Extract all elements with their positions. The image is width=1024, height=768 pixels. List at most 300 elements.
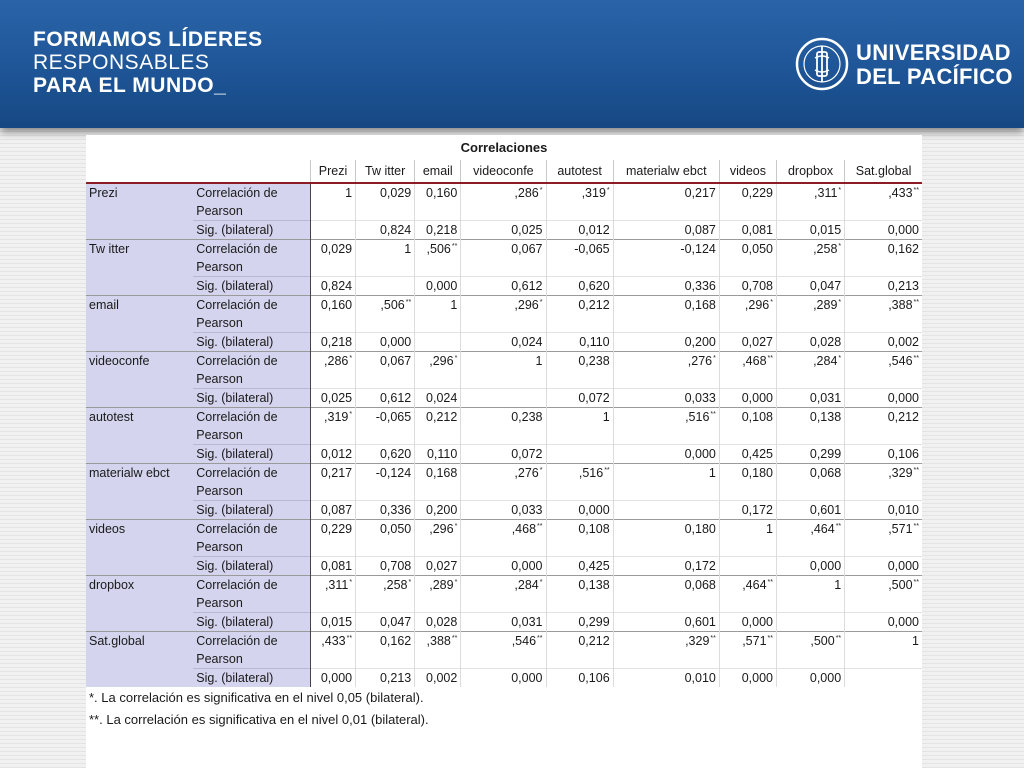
significance-marker: ** (913, 523, 919, 530)
correlation-value (356, 183, 415, 221)
correlation-value (546, 352, 613, 389)
correlation-number: 0,180 (684, 522, 716, 536)
row-variable-label: autotest (86, 408, 193, 464)
correlation-number: ,464 (742, 578, 767, 592)
correlation-number: 0,212 (578, 634, 610, 648)
significance-marker: * (606, 187, 610, 194)
significance-value: 0,708 (356, 557, 415, 576)
significance-value (356, 277, 415, 296)
row-variable-label: email (86, 296, 193, 352)
row-variable-label: Tw itter (86, 240, 193, 296)
correlation-number: 0,067 (511, 242, 543, 256)
correlation-number: ,433 (888, 186, 913, 200)
stat-label-significance: Sig. (bilateral) (193, 389, 310, 408)
significance-value: 0,024 (461, 333, 546, 352)
correlation-number: ,388 (426, 634, 451, 648)
correlation-value (719, 240, 776, 277)
correlation-number: ,546 (511, 634, 537, 648)
significance-marker: * (838, 355, 842, 362)
significance-marker: ** (767, 579, 773, 586)
correlation-value (613, 576, 719, 613)
stat-label-correlation: Correlación de Pearson (193, 240, 310, 277)
correlation-value (461, 296, 546, 333)
footnote: **. La correlación es significativa en el nivel 0,01 (bilateral). (89, 712, 429, 727)
correlation-number: ,516 (685, 410, 710, 424)
significance-value: 0,027 (415, 557, 461, 576)
correlation-value (613, 520, 719, 557)
significance-value: 0,025 (311, 389, 356, 408)
correlation-value (311, 240, 356, 277)
correlation-value (777, 408, 845, 445)
logo-line-2: DEL PACÍFICO (856, 64, 1013, 89)
correlation-number: 1 (535, 354, 543, 368)
footnote: *. La correlación es significativa en el nivel 0,05 (bilateral). (89, 690, 424, 705)
correlation-value (415, 464, 461, 501)
correlation-number: 0,029 (320, 242, 353, 256)
footnote-row (86, 709, 922, 731)
correlation-number: 1 (766, 522, 773, 536)
significance-value (613, 501, 719, 520)
column-header: materialw ebct (613, 160, 719, 183)
correlation-number: ,464 (810, 522, 835, 536)
correlation-number: ,571 (742, 634, 767, 648)
correlation-value (546, 240, 613, 277)
correlation-value (777, 632, 845, 669)
significance-value: 0,824 (356, 221, 415, 240)
column-header: videoconfe (461, 160, 546, 183)
significance-value: 0,081 (719, 221, 776, 240)
significance-value: 0,000 (845, 389, 922, 408)
header-banner (0, 0, 1024, 128)
row-variable-label: videos (86, 520, 193, 576)
significance-value: 0,106 (845, 445, 922, 464)
stat-label-significance: Sig. (bilateral) (193, 557, 310, 576)
significance-value: 0,000 (415, 277, 461, 296)
significance-value: 0,000 (845, 221, 922, 240)
table-row (86, 464, 922, 501)
correlation-number: 0,068 (809, 466, 842, 480)
significance-value (777, 613, 845, 632)
correlation-value (613, 464, 719, 501)
significance-value: 0,012 (546, 221, 613, 240)
slogan-line-1: FORMAMOS LÍDERES (33, 28, 263, 51)
correlation-number: ,286 (514, 186, 539, 200)
correlation-value (845, 576, 922, 613)
significance-value: 0,000 (461, 669, 546, 688)
table-row (86, 277, 922, 296)
stat-label-correlation: Correlación de Pearson (193, 183, 310, 221)
university-seal-icon (795, 30, 849, 98)
significance-value: 0,027 (719, 333, 776, 352)
correlation-value (546, 464, 613, 501)
correlation-number: 1 (912, 634, 919, 648)
significance-value: 0,213 (845, 277, 922, 296)
correlation-number: ,289 (813, 298, 838, 312)
correlation-value (546, 183, 613, 221)
table-row (86, 576, 922, 613)
correlation-value (461, 352, 546, 389)
correlation-number: 0,162 (887, 242, 919, 256)
correlation-value (845, 352, 922, 389)
correlation-number: ,284 (813, 354, 838, 368)
correlation-value (546, 576, 613, 613)
significance-marker: ** (405, 299, 412, 306)
correlation-number: 0,238 (578, 354, 610, 368)
correlation-value (546, 408, 613, 445)
significance-marker: * (408, 579, 412, 586)
stat-label-correlation: Correlación de Pearson (193, 408, 310, 445)
significance-marker: * (770, 299, 773, 306)
correlation-number: 0,160 (426, 186, 458, 200)
significance-value: 0,031 (461, 613, 546, 632)
stat-label-significance: Sig. (bilateral) (193, 221, 310, 240)
correlation-number: ,296 (429, 354, 454, 368)
correlation-value (311, 183, 356, 221)
correlation-number: 0,068 (684, 578, 716, 592)
correlation-number: 0,029 (379, 186, 412, 200)
table-row (86, 408, 922, 445)
column-header: videos (719, 160, 776, 183)
correlation-number: 1 (602, 410, 610, 424)
significance-value: 0,425 (546, 557, 613, 576)
significance-marker: ** (767, 355, 773, 362)
significance-marker: ** (913, 579, 919, 586)
table-row (86, 221, 922, 240)
significance-value: 0,081 (311, 557, 356, 576)
significance-marker: * (838, 187, 842, 194)
significance-value: 0,620 (546, 277, 613, 296)
significance-value: 0,000 (546, 501, 613, 520)
significance-value: 0,000 (845, 557, 922, 576)
stat-label-significance: Sig. (bilateral) (193, 277, 310, 296)
correlation-number: 1 (834, 578, 842, 592)
correlation-number: ,296 (744, 298, 770, 312)
correlation-value (461, 408, 546, 445)
significance-value (415, 333, 461, 352)
correlation-number: 0,238 (511, 410, 543, 424)
correlation-value (356, 632, 415, 669)
correlation-value (719, 576, 776, 613)
significance-marker: ** (913, 187, 919, 194)
stat-label-correlation: Correlación de Pearson (193, 576, 310, 613)
correlation-value (845, 632, 922, 669)
significance-marker: * (349, 355, 353, 362)
significance-marker: * (539, 467, 543, 474)
correlation-number: ,276 (687, 354, 713, 368)
correlation-value (311, 408, 356, 445)
significance-value: 0,028 (415, 613, 461, 632)
stat-label-significance: Sig. (bilateral) (193, 613, 310, 632)
significance-value: 0,213 (356, 669, 415, 688)
correlation-value (356, 576, 415, 613)
correlation-value (311, 632, 356, 669)
significance-value: 0,072 (546, 389, 613, 408)
row-variable-label: dropbox (86, 576, 193, 632)
significance-value: 0,336 (613, 277, 719, 296)
correlation-number: ,506 (380, 298, 405, 312)
correlation-value (311, 576, 356, 613)
significance-value: 0,218 (311, 333, 356, 352)
correlation-value (613, 352, 719, 389)
table-row (86, 520, 922, 557)
significance-value: 0,015 (777, 221, 845, 240)
table-row (86, 669, 922, 688)
significance-marker: ** (451, 243, 458, 250)
significance-value: 0,106 (546, 669, 613, 688)
correlation-value (546, 520, 613, 557)
significance-value: 0,000 (777, 557, 845, 576)
stat-label-significance: Sig. (bilateral) (193, 445, 310, 464)
correlation-number: ,500 (810, 634, 835, 648)
correlation-value (311, 296, 356, 333)
table-row (86, 632, 922, 669)
correlation-number: ,296 (514, 298, 539, 312)
column-header: Prezi (311, 160, 356, 183)
significance-value: 0,110 (415, 445, 461, 464)
correlation-value (777, 296, 845, 333)
row-variable-label: videoconfe (86, 352, 193, 408)
correlation-value (546, 632, 613, 669)
significance-value: 0,002 (415, 669, 461, 688)
correlation-value (461, 632, 546, 669)
correlation-value (777, 520, 845, 557)
slogan-line-2: RESPONSABLES (33, 51, 210, 74)
significance-marker: ** (451, 635, 458, 642)
significance-value: 0,000 (719, 613, 776, 632)
correlation-value (461, 464, 546, 501)
footnote-row (86, 687, 922, 709)
stat-label-correlation: Correlación de Pearson (193, 520, 310, 557)
significance-value: 0,028 (777, 333, 845, 352)
correlation-number: 0,168 (426, 466, 458, 480)
correlation-number: ,311 (324, 578, 349, 592)
stat-label-correlation: Correlación de Pearson (193, 464, 310, 501)
correlation-value (777, 352, 845, 389)
significance-value: 0,072 (461, 445, 546, 464)
correlation-value (311, 520, 356, 557)
correlation-value (356, 520, 415, 557)
significance-marker: * (454, 523, 458, 530)
correlation-number: 0,168 (684, 298, 716, 312)
correlation-value (845, 464, 922, 501)
correlation-number: 0,050 (379, 522, 412, 536)
correlation-value (719, 632, 776, 669)
significance-value: 0,601 (777, 501, 845, 520)
significance-value: 0,000 (719, 669, 776, 688)
correlation-number: ,258 (383, 578, 408, 592)
significance-value: 0,000 (777, 669, 845, 688)
significance-marker: * (349, 411, 353, 418)
correlation-number: ,468 (742, 354, 767, 368)
correlation-value (613, 296, 719, 333)
correlation-number: ,388 (888, 298, 913, 312)
significance-value: 0,047 (777, 277, 845, 296)
significance-marker: ** (604, 467, 610, 474)
correlation-number: 1 (450, 298, 458, 312)
significance-marker: ** (835, 635, 842, 642)
correlation-value (845, 408, 922, 445)
significance-marker: * (713, 355, 716, 362)
correlation-value (415, 183, 461, 221)
significance-value: 0,299 (777, 445, 845, 464)
significance-value: 0,172 (719, 501, 776, 520)
table-row (86, 501, 922, 520)
stat-label-significance: Sig. (bilateral) (193, 669, 310, 688)
significance-value: 0,010 (845, 501, 922, 520)
correlation-number: ,433 (321, 634, 346, 648)
column-header: Tw itter (356, 160, 415, 183)
correlation-value (719, 183, 776, 221)
correlation-value (613, 632, 719, 669)
significance-marker: ** (767, 635, 773, 642)
slogan-line-3: PARA EL MUNDO_ (33, 74, 227, 97)
significance-value: 0,047 (356, 613, 415, 632)
table-row (86, 445, 922, 464)
significance-value: 0,002 (845, 333, 922, 352)
correlation-number: -0,065 (375, 410, 412, 424)
correlation-number: 0,212 (578, 298, 610, 312)
correlation-number: 0,162 (379, 634, 412, 648)
correlation-value (777, 240, 845, 277)
significance-value: 0,200 (415, 501, 461, 520)
significance-value: 0,824 (311, 277, 356, 296)
correlation-number: 0,138 (809, 410, 842, 424)
header-spacer (86, 160, 311, 183)
stat-label-correlation: Correlación de Pearson (193, 296, 310, 333)
correlation-value (415, 520, 461, 557)
significance-value: 0,172 (613, 557, 719, 576)
correlation-number: ,296 (429, 522, 454, 536)
correlation-number: ,319 (324, 410, 349, 424)
correlation-number: ,506 (426, 242, 451, 256)
correlation-value (777, 183, 845, 221)
significance-value: 0,025 (461, 221, 546, 240)
correlation-number: ,571 (888, 522, 913, 536)
correlation-value (719, 352, 776, 389)
correlation-number: 0,050 (741, 242, 773, 256)
significance-marker: ** (710, 411, 716, 418)
significance-value: 0,000 (719, 389, 776, 408)
significance-value: 0,087 (311, 501, 356, 520)
correlation-number: -0,124 (680, 242, 716, 256)
significance-marker: ** (913, 355, 919, 362)
significance-marker: ** (537, 635, 543, 642)
correlation-number: 0,229 (320, 522, 353, 536)
correlation-number: -0,065 (574, 242, 610, 256)
correlation-value (356, 296, 415, 333)
correlation-number: 0,108 (578, 522, 610, 536)
significance-value: 0,000 (311, 669, 356, 688)
correlation-value (461, 183, 546, 221)
correlation-value (415, 296, 461, 333)
correlation-value (415, 408, 461, 445)
correlation-number: ,286 (324, 354, 349, 368)
significance-value: 0,000 (845, 613, 922, 632)
correlation-number: 0,108 (741, 410, 773, 424)
correlation-value (613, 240, 719, 277)
correlation-number: ,546 (888, 354, 913, 368)
significance-marker: * (349, 579, 353, 586)
significance-value (719, 557, 776, 576)
significance-marker: ** (537, 523, 543, 530)
significance-value: 0,024 (415, 389, 461, 408)
stat-label-significance: Sig. (bilateral) (193, 501, 310, 520)
correlation-table (86, 135, 922, 731)
correlation-value (415, 352, 461, 389)
significance-marker: ** (913, 467, 919, 474)
correlation-number: 0,180 (741, 466, 773, 480)
correlation-value (461, 520, 546, 557)
correlation-number: 0,138 (578, 578, 610, 592)
correlation-value (845, 296, 922, 333)
correlation-number: 0,212 (426, 410, 458, 424)
correlation-value (356, 240, 415, 277)
table-row (86, 333, 922, 352)
correlation-value (719, 464, 776, 501)
correlation-number: -0,124 (375, 466, 412, 480)
significance-value: 0,000 (613, 445, 719, 464)
correlation-number: ,468 (511, 522, 537, 536)
table-row (86, 352, 922, 389)
significance-value (546, 445, 613, 464)
correlation-value (311, 464, 356, 501)
logo-line-1: UNIVERSIDAD (856, 40, 1011, 65)
correlation-number: ,284 (514, 578, 539, 592)
correlation-number: 0,217 (320, 466, 353, 480)
significance-value: 0,015 (311, 613, 356, 632)
correlation-number: ,258 (813, 242, 838, 256)
significance-value: 0,218 (415, 221, 461, 240)
significance-value: 0,612 (461, 277, 546, 296)
significance-value: 0,601 (613, 613, 719, 632)
table-title: Correlaciones (460, 140, 548, 155)
significance-marker: * (454, 579, 458, 586)
column-header: email (415, 160, 461, 183)
correlation-number: 0,160 (320, 298, 353, 312)
correlation-value (613, 408, 719, 445)
significance-marker: * (539, 187, 543, 194)
correlation-value (719, 408, 776, 445)
correlation-number: 0,067 (379, 354, 412, 368)
correlation-table-panel (86, 135, 922, 768)
significance-marker: * (838, 243, 842, 250)
significance-value: 0,200 (613, 333, 719, 352)
correlation-number: 0,229 (741, 186, 773, 200)
significance-value: 0,299 (546, 613, 613, 632)
correlation-number: ,289 (429, 578, 454, 592)
significance-value: 0,031 (777, 389, 845, 408)
row-variable-label: Sat.global (86, 632, 193, 688)
significance-value: 0,087 (613, 221, 719, 240)
significance-value (845, 669, 922, 688)
correlation-number: ,329 (685, 634, 710, 648)
significance-value: 0,033 (613, 389, 719, 408)
correlation-number: 1 (708, 466, 716, 480)
significance-value: 0,000 (461, 557, 546, 576)
correlation-number: ,500 (888, 578, 913, 592)
correlation-number: 0,217 (684, 186, 716, 200)
significance-value: 0,620 (356, 445, 415, 464)
significance-value: 0,010 (613, 669, 719, 688)
correlation-value (845, 183, 922, 221)
column-header: autotest (546, 160, 613, 183)
significance-marker: * (454, 355, 458, 362)
significance-marker: ** (346, 635, 353, 642)
table-row (86, 613, 922, 632)
table-row (86, 557, 922, 576)
correlation-number: ,319 (581, 186, 606, 200)
slogan (33, 28, 263, 97)
